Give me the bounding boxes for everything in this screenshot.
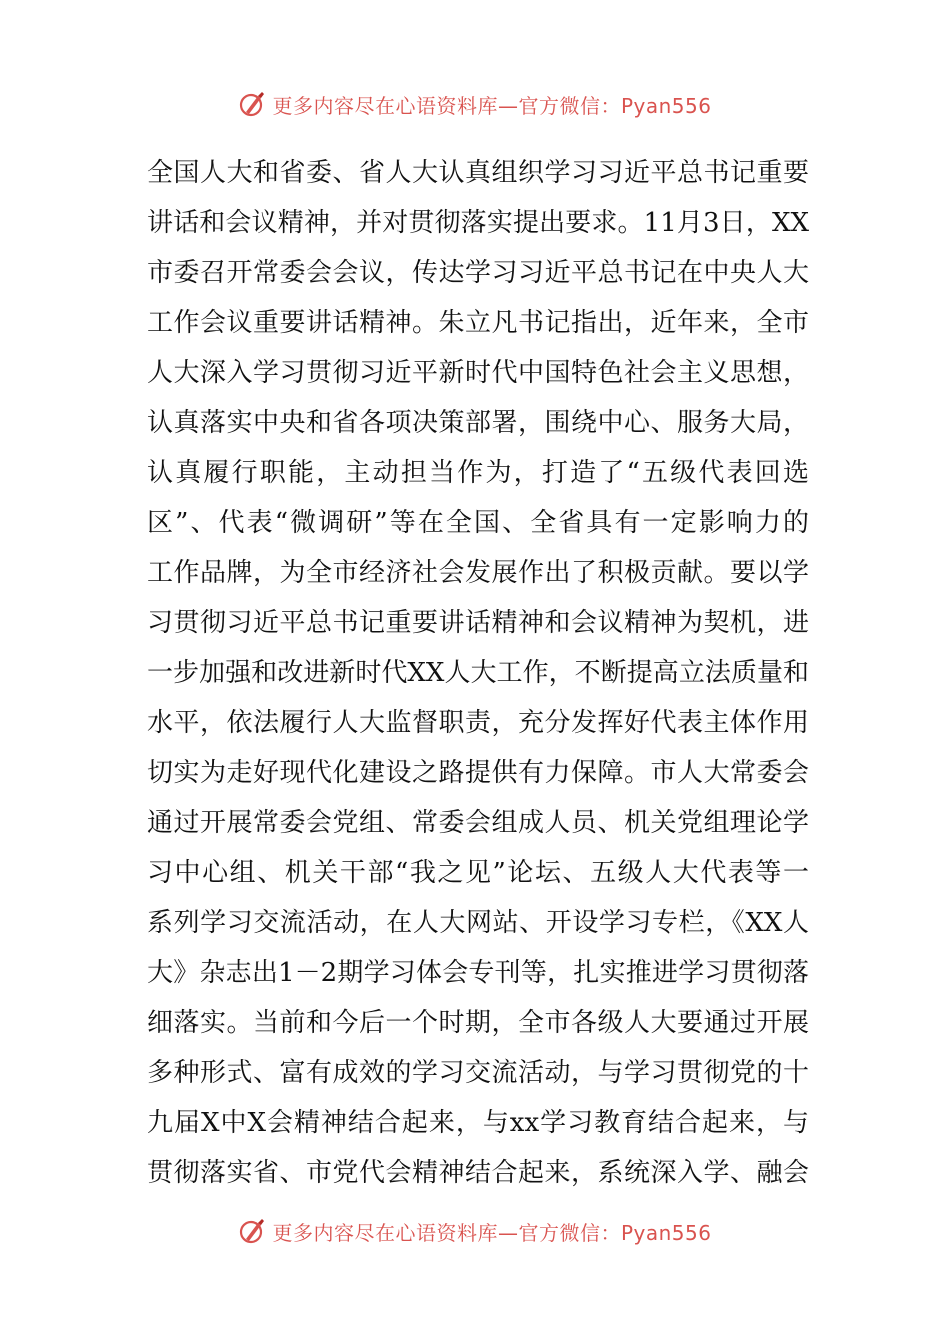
text-line: 市委召开常委会会议，传达学习习近平总书记在中央人大 [147, 258, 809, 288]
text-line: 讲话和会议精神，并对贯彻落实提出要求。11月3日，XX [147, 208, 809, 238]
text-line: 认真落实中央和省各项决策部署，围绕中心、服务大局， [147, 408, 809, 438]
watermark-text: 更多内容尽在心语资料库—官方微信：Pyan556 [272, 93, 712, 118]
text-line: 水平，依法履行人大监督职责，充分发挥好代表主体作用 [147, 708, 809, 738]
text-line: 九届X中X会精神结合起来，与xx学习教育结合起来，与 [147, 1108, 809, 1138]
text-line: 细落实。当前和今后一个时期，全市各级人大要通过开展 [147, 1008, 809, 1038]
text-line: 区”、代表“微调研”等在全国、全省具有一定影响力的 [147, 508, 809, 538]
text-line: 工作会议重要讲话精神。朱立凡书记指出，近年来，全市 [147, 308, 809, 338]
text-line: 系列学习交流活动，在人大网站、开设学习专栏，《XX人 [147, 908, 809, 938]
text-line: 全国人大和省委、省人大认真组织学习习近平总书记重要 [147, 158, 809, 188]
text-line: 大》杂志出1－2期学习体会专刊等，扎实推进学习贯彻落 [147, 958, 809, 988]
pen-logo-icon [238, 1217, 266, 1245]
text-line: 习贯彻习近平总书记重要讲话精神和会议精神为契机，进 [147, 608, 809, 638]
text-line: 工作品牌，为全市经济社会发展作出了积极贡献。要以学 [147, 558, 809, 588]
text-line: 人大深入学习贯彻习近平新时代中国特色社会主义思想， [147, 358, 809, 388]
pen-logo-icon [238, 90, 266, 118]
text-line: 贯彻落实省、市党代会精神结合起来，系统深入学、融会 [147, 1158, 809, 1188]
text-line: 多种形式、富有成效的学习交流活动，与学习贯彻党的十 [147, 1058, 809, 1088]
document-body [147, 148, 809, 1198]
text-line: 通过开展常委会党组、常委会组成人员、机关党组理论学 [147, 808, 809, 838]
text-line: 习中心组、机关干部“我之见”论坛、五级人大代表等一 [147, 858, 809, 888]
watermark-footer [0, 1211, 950, 1251]
text-line: 切实为走好现代化建设之路提供有力保障。市人大常委会 [147, 758, 809, 788]
watermark-text: 更多内容尽在心语资料库—官方微信：Pyan556 [272, 1220, 712, 1245]
text-line: 认真履行职能，主动担当作为，打造了“五级代表回选 [147, 458, 809, 488]
text-line: 一步加强和改进新时代XX人大工作，不断提高立法质量和 [147, 658, 809, 688]
watermark-header [0, 84, 950, 124]
